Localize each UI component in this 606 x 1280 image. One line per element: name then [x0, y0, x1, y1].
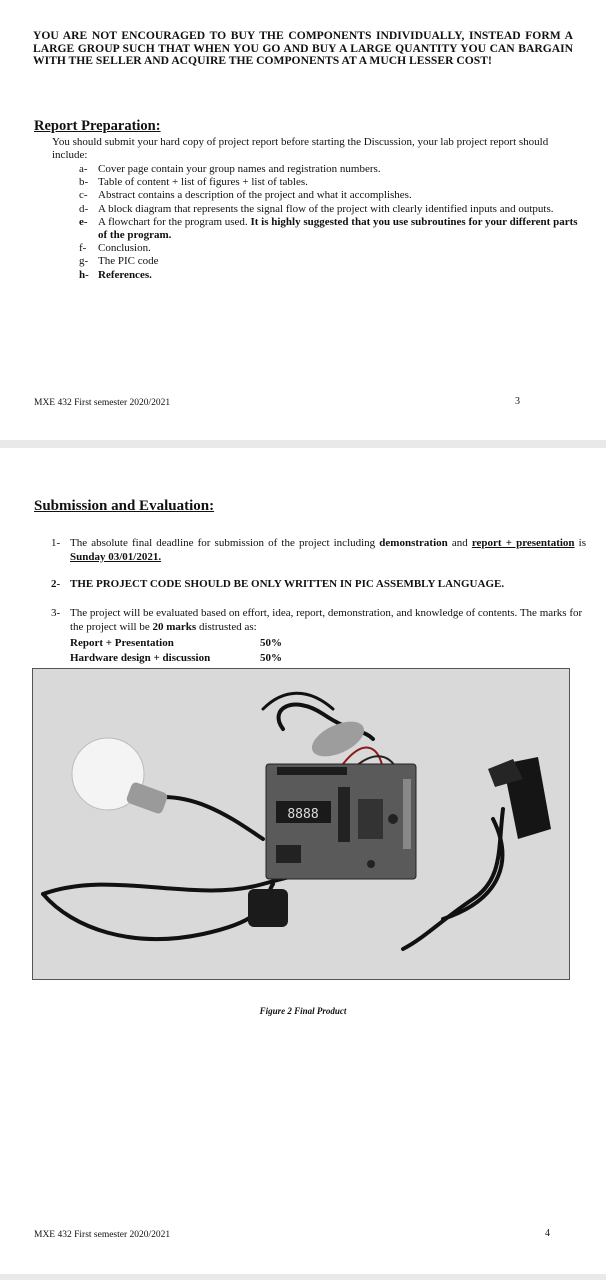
report-intro: You should submit your hard copy of project report before starting the Discussion, your lab project report should include: — [52, 136, 549, 161]
warning-text: YOU ARE NOT ENCOURAGED TO BUY THE COMPONENTS INDIVIDUALLY, INSTEAD FORM A LARGE GROUP SUCH THAT WHEN YOU GO AND BUY A LARGE QUANTITY YOU CAN BARGAIN WITH THE SELLER AND ACQUIRE THE COMPONENTS AT A MUCH LESSER COST! — [33, 29, 573, 68]
list-item: b- Table of content + list of figures + list of tables. — [79, 176, 308, 189]
submission-item-1: 1- The absolute final deadline for submission of the project including demonstration and report + presentation is Sunday 03/01/2021. — [51, 537, 586, 563]
list-item: c- Abstract contains a description of the project and what it accomplishes. — [79, 189, 412, 202]
list-item: d- A block diagram that represents the signal flow of the project with clearly identified inputs and outputs. — [79, 202, 554, 215]
page-number: 3 — [515, 396, 520, 407]
submission-item-3: 3- The project will be evaluated based on effort, idea, report, demonstration, and knowledge of contents. The marks for the project will be 20 marks distrusted as: — [51, 607, 583, 633]
submission-item-2: 2- THE PROJECT CODE SHOULD BE ONLY WRITTEN IN PIC ASSEMBLY LANGUAGE. — [51, 578, 505, 590]
list-item: h- References. — [79, 268, 152, 281]
display-digits: 8888 — [287, 807, 319, 822]
report-items — [79, 163, 579, 282]
final-product-figure — [32, 668, 570, 980]
page-footer: MXE 432 First semester 2020/2021 — [34, 398, 171, 408]
list-item: g- The PIC code — [79, 255, 159, 268]
marks-row-report: Report + Presentation 50% — [70, 637, 282, 649]
page-footer: MXE 432 First semester 2020/2021 — [34, 1230, 171, 1240]
report-heading: Report Preparation: — [34, 118, 161, 134]
page-number: 4 — [545, 1228, 550, 1239]
list-item: f- Conclusion. — [79, 242, 151, 255]
page-3 — [0, 0, 606, 440]
list-item: a- Cover page contain your group names and registration numbers. — [79, 163, 381, 175]
submission-heading: Submission and Evaluation: — [34, 498, 215, 514]
list-item: e- A flowchart for the program used. It is highly suggested that you use subroutines for your different parts of the program. — [79, 215, 578, 242]
marks-row-hardware: Hardware design + discussion 50% — [70, 652, 282, 664]
figure-caption: Figure 2 Final Product — [259, 1006, 347, 1016]
final-product-photo — [33, 669, 569, 979]
